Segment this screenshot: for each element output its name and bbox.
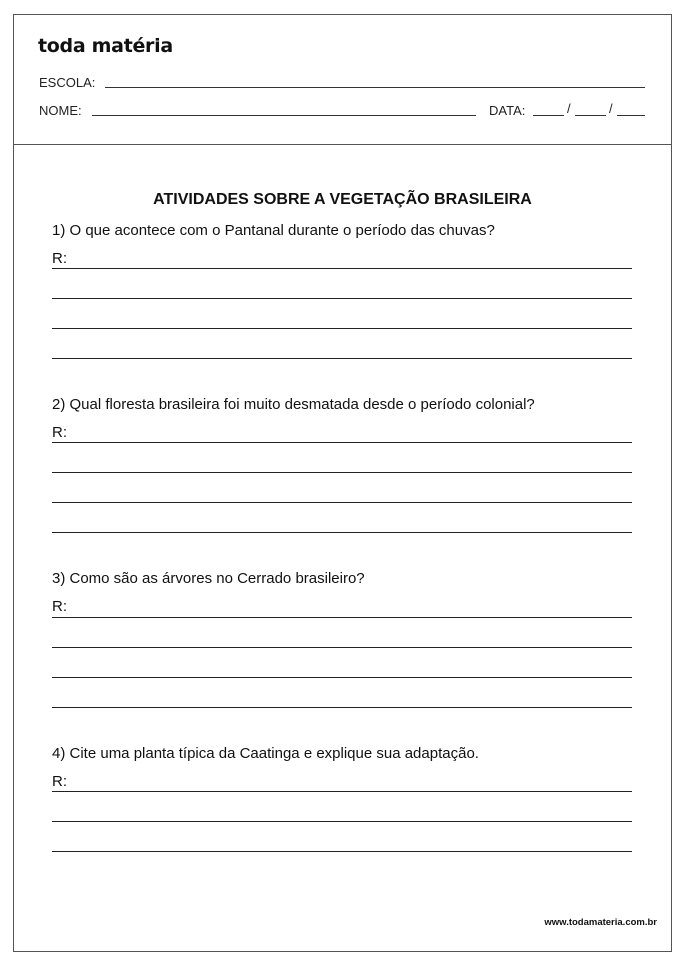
date-separator: /	[609, 101, 613, 116]
footer-website: www.todamateria.com.br	[544, 917, 657, 928]
date-month-line[interactable]	[575, 115, 606, 116]
answer-line[interactable]	[52, 298, 632, 299]
question-1: 1) O que acontece com o Pantanal durante o período das chuvas?	[52, 222, 495, 239]
name-label: NOME:	[39, 103, 82, 118]
date-separator: /	[567, 101, 571, 116]
answer-line[interactable]	[52, 647, 632, 648]
answer-line[interactable]	[52, 358, 632, 359]
answer-line[interactable]	[52, 328, 632, 329]
answer-line[interactable]	[52, 442, 632, 443]
worksheet-header	[14, 15, 671, 145]
question-3: 3) Como são as árvores no Cerrado brasileiro?	[52, 570, 365, 587]
answer-label: R:	[52, 250, 67, 267]
school-field-line[interactable]	[105, 87, 645, 88]
answer-label: R:	[52, 424, 67, 441]
answer-line[interactable]	[52, 472, 632, 473]
answer-line[interactable]	[52, 677, 632, 678]
answer-line[interactable]	[52, 851, 632, 852]
name-field-line[interactable]	[92, 115, 476, 116]
school-label: ESCOLA:	[39, 75, 96, 90]
answer-label: R:	[52, 773, 67, 790]
answer-line[interactable]	[52, 268, 632, 269]
question-4: 4) Cite uma planta típica da Caatinga e explique sua adaptação.	[52, 745, 479, 762]
toda-materia-logo: toda matéria	[38, 35, 173, 57]
question-2: 2) Qual floresta brasileira foi muito desmatada desde o período colonial?	[52, 396, 535, 413]
worksheet-page	[13, 14, 672, 952]
answer-line[interactable]	[52, 502, 632, 503]
date-label: DATA:	[489, 103, 526, 118]
answer-line[interactable]	[52, 791, 632, 792]
answer-label: R:	[52, 598, 67, 615]
answer-line[interactable]	[52, 617, 632, 618]
date-year-line[interactable]	[617, 115, 645, 116]
page-title: ATIVIDADES SOBRE A VEGETAÇÃO BRASILEIRA	[153, 191, 532, 208]
date-day-line[interactable]	[533, 115, 564, 116]
answer-line[interactable]	[52, 532, 632, 533]
answer-line[interactable]	[52, 821, 632, 822]
answer-line[interactable]	[52, 707, 632, 708]
